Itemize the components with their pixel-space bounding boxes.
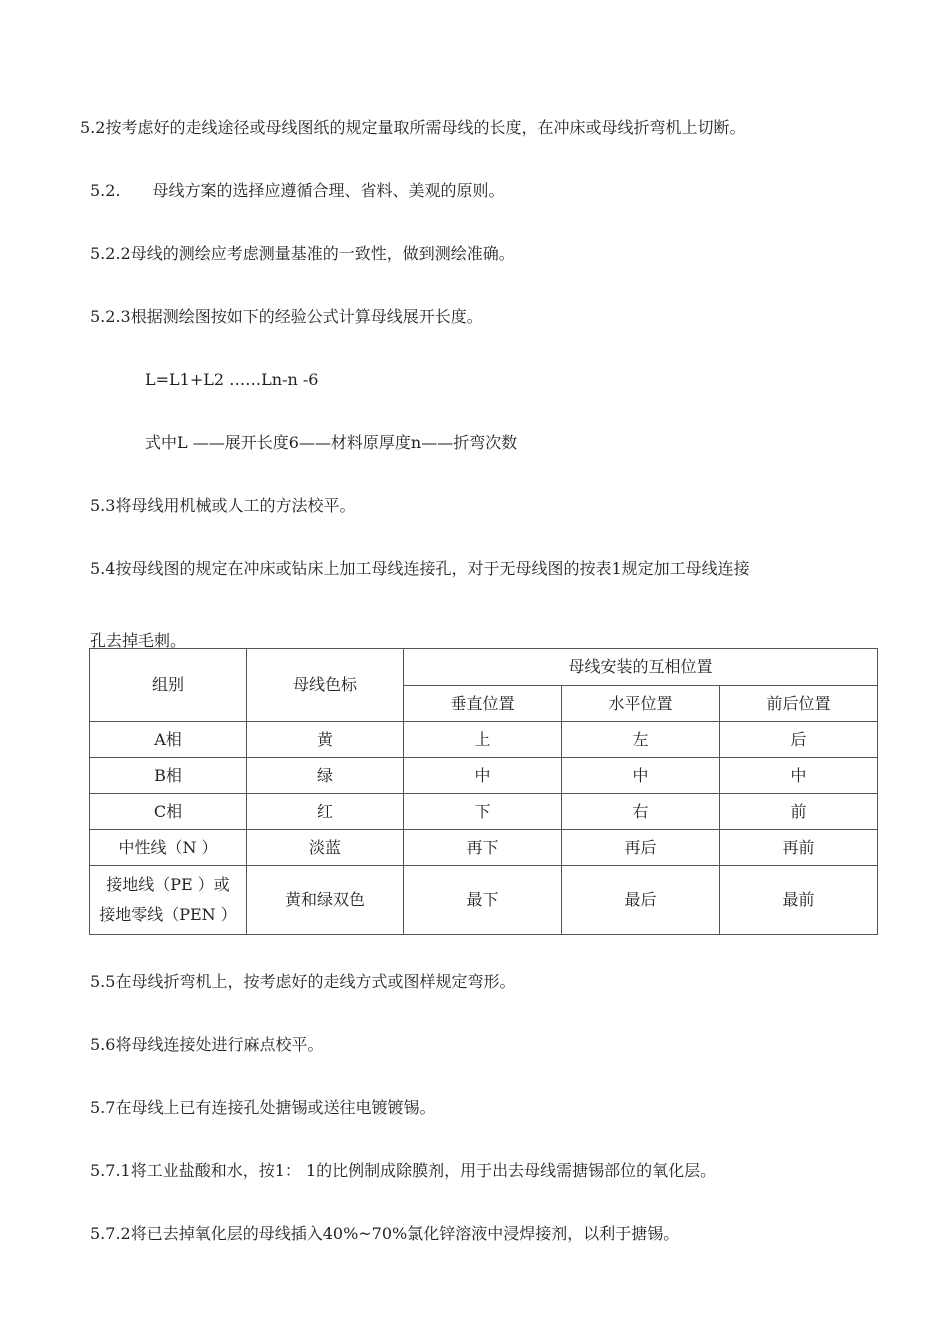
table-row <box>90 794 878 830</box>
paragraph-5-7-1: 5.7.1将工业盐酸和水，按1： 1的比例制成除膜剂，用于出去母线需搪锡部位的氧化层。 <box>90 1161 717 1180</box>
cell-group-line-1: 接地线（PE ）或 <box>106 875 230 894</box>
header-front-back: 前后位置 <box>720 686 878 722</box>
cell-group <box>90 866 247 935</box>
header-position: 母线安装的互相位置 <box>404 649 878 686</box>
header-vertical: 垂直位置 <box>404 686 562 722</box>
cell-group: C相 <box>90 794 247 830</box>
cell-front-back: 后 <box>720 722 878 758</box>
cell-group-line-2: 接地零线（PEN ） <box>99 905 237 924</box>
paragraph-5-2-3: 5.2.3根据测绘图按如下的经验公式计算母线展开长度。 <box>90 307 483 326</box>
paragraph-5-6: 5.6将母线连接处进行麻点校平。 <box>90 1035 324 1054</box>
paragraph-5-7: 5.7在母线上已有连接孔处搪锡或送往电镀镀锡。 <box>90 1098 436 1117</box>
busbar-color-table <box>89 648 878 935</box>
cell-group: A相 <box>90 722 247 758</box>
paragraph-5-4: 5.4按母线图的规定在冲床或钻床上加工母线连接孔，对于无母线图的按表1规定加工母线连接 <box>90 559 750 578</box>
cell-color: 绿 <box>247 758 404 794</box>
cell-vertical: 上 <box>404 722 562 758</box>
table-row <box>90 866 878 935</box>
cell-front-back: 最前 <box>720 866 878 935</box>
header-horizontal: 水平位置 <box>562 686 720 722</box>
cell-vertical: 中 <box>404 758 562 794</box>
paragraph-5-2-2: 5.2.2母线的测绘应考虑测量基准的一致性，做到测绘准确。 <box>90 244 515 263</box>
paragraph-5-5: 5.5在母线折弯机上，按考虑好的走线方式或图样规定弯形。 <box>90 972 516 991</box>
cell-color: 黄和绿双色 <box>247 866 404 935</box>
paragraph-5-3: 5.3将母线用机械或人工的方法校平。 <box>90 496 356 515</box>
cell-vertical: 最下 <box>404 866 562 935</box>
cell-horizontal: 再后 <box>562 830 720 866</box>
cell-color: 黄 <box>247 722 404 758</box>
cell-color: 红 <box>247 794 404 830</box>
paragraph-5-4-continued: 孔去掉毛刺。 <box>90 631 187 650</box>
cell-front-back: 再前 <box>720 830 878 866</box>
table-row <box>90 722 878 758</box>
cell-horizontal: 最后 <box>562 866 720 935</box>
header-group: 组别 <box>90 649 247 722</box>
paragraph-5-2: 5.2按考虑好的走线途径或母线图纸的规定量取所需母线的长度，在冲床或母线折弯机上切断。 <box>80 118 746 137</box>
cell-horizontal: 右 <box>562 794 720 830</box>
cell-vertical: 下 <box>404 794 562 830</box>
cell-horizontal: 中 <box>562 758 720 794</box>
cell-horizontal: 左 <box>562 722 720 758</box>
cell-front-back: 前 <box>720 794 878 830</box>
cell-front-back: 中 <box>720 758 878 794</box>
cell-group: 中性线（N ） <box>90 830 247 866</box>
cell-color: 淡蓝 <box>247 830 404 866</box>
table-row <box>90 758 878 794</box>
cell-vertical: 再下 <box>404 830 562 866</box>
table-row <box>90 830 878 866</box>
formula-note: 式中L ——展开长度6——材料原厚度n——折弯次数 <box>145 433 518 452</box>
cell-group: B相 <box>90 758 247 794</box>
formula: L=L1+L2 ……Ln-n -6 <box>145 370 319 389</box>
header-color: 母线色标 <box>247 649 404 722</box>
paragraph-5-7-2: 5.7.2将已去掉氧化层的母线插入40%~70%氯化锌溶液中浸焊接剂，以利于搪锡。 <box>90 1224 680 1243</box>
paragraph-5-2-heading: 5.2. 母线方案的选择应遵循合理、省料、美观的原则。 <box>90 181 505 200</box>
